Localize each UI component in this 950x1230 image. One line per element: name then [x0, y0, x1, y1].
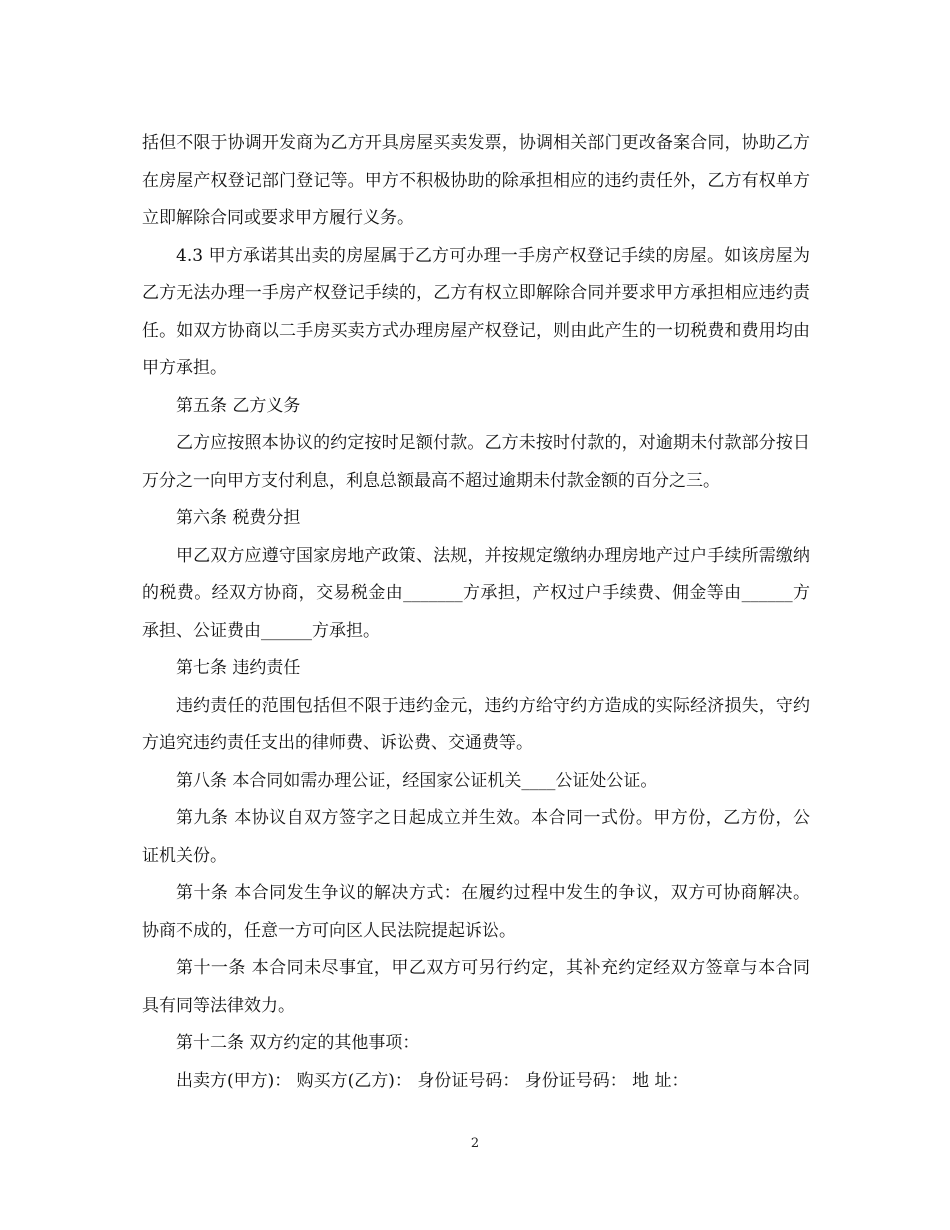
paragraph-article-6-body: 甲乙双方应遵守国家房地产政策、法规，并按规定缴纳办理房地产过户手续所需缴纳的税费。经双方协商，交易税金由_______方承担，产权过户手续费、佣金等由______方承担、公证费由______方承担。	[142, 545, 810, 641]
paragraph-article-10: 第十条 本合同发生争议的解决方式：在履约过程中发生的争议，双方可协商解决。协商不成的，任意一方可向区人民法院提起诉讼。	[142, 883, 810, 941]
paragraph-article-11: 第十一条 本合同未尽事宜，甲乙双方可另行约定，其补充约定经双方签章与本合同具有同等法律效力。	[142, 958, 810, 1016]
paragraph-article-7-body: 违约责任的范围包括但不限于违约金元，违约方给守约方造成的实际经济损失，守约方追究违约责任支出的律师费、诉讼费、交通费等。	[142, 695, 810, 753]
paragraph-article-8: 第八条 本合同如需办理公证，经国家公证机关____公证处公证。	[176, 770, 658, 791]
document-body	[142, 125, 810, 1100]
heading-article-6: 第六条 税费分担	[176, 508, 301, 528]
paragraph-signature-fields: 出卖方(甲方)： 购买方(乙方)： 身份证号码： 身份证号码： 地 址：	[176, 1070, 689, 1091]
heading-article-7: 第七条 违约责任	[176, 658, 301, 678]
page-number: 2	[470, 1136, 480, 1151]
paragraph-article-9: 第九条 本协议自双方签字之日起成立并生效。本合同一式份。甲方份，乙方份，公证机关份。	[142, 808, 810, 866]
paragraph-article-12: 第十二条 双方约定的其他事项：	[176, 1033, 420, 1053]
paragraph-continuation: 括但不限于协调开发商为乙方开具房屋买卖发票，协调相关部门更改备案合同，协助乙方在房屋产权登记部门登记等。甲方不积极协助的除承担相应的违约责任外，乙方有权单方立即解除合同或要求甲方履行义务。	[142, 133, 810, 228]
heading-article-5: 第五条 乙方义务	[176, 395, 301, 416]
paragraph-article-5-body: 乙方应按照本协议的约定按时足额付款。乙方未按时付款的，对逾期未付款部分按日万分之一向甲方支付利息，利息总额最高不超过逾期未付款金额的百分之三。	[142, 433, 810, 491]
paragraph-clause-4-3: 4.3 甲方承诺其出卖的房屋属于乙方可办理一手房产权登记手续的房屋。如该房屋为乙方无法办理一手房产权登记手续的，乙方有权立即解除合同并要求甲方承担相应违约责任。如双方协商以二手房买卖方式办理房屋产权登记，则由此产生的一切税费和费用均由甲方承担。	[142, 245, 810, 378]
